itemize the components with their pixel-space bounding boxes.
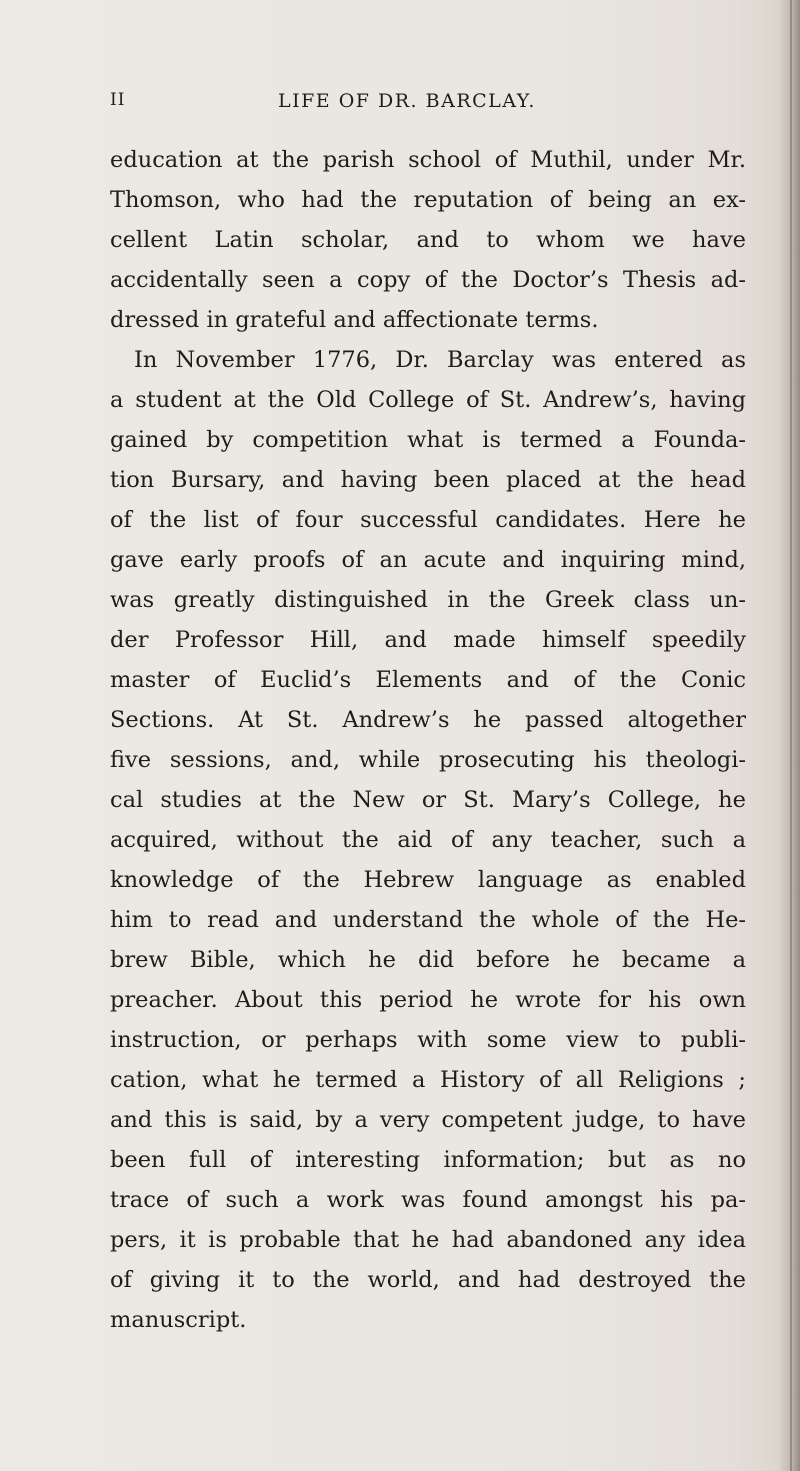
- text-line: cellent Latin scholar, and to whom we have: [110, 227, 746, 253]
- text-line: dressed in grateful and affectionate terms.: [110, 307, 599, 333]
- text-line: been full of interesting information; but as no: [110, 1147, 746, 1173]
- text-line: In November 1776, Dr. Barclay was entered as: [134, 347, 746, 373]
- text-line: of the list of four successful candidates. Here he: [110, 507, 746, 533]
- page-header: [110, 84, 710, 124]
- text-line: Thomson, who had the reputation of being an ex-: [110, 187, 746, 213]
- text-line: brew Bible, which he did before he became a: [110, 947, 746, 973]
- text-line: manuscript.: [110, 1307, 247, 1333]
- text-line: acquired, without the aid of any teacher, such a: [110, 827, 746, 853]
- running-head: LIFE OF DR. BARCLAY.: [278, 90, 536, 112]
- text-line: a student at the Old College of St. Andrew’s, having: [110, 387, 746, 413]
- text-line: trace of such a work was found amongst his pa-: [110, 1187, 746, 1213]
- text-line: was greatly distinguished in the Greek class un-: [110, 587, 746, 613]
- text-line: tion Bursary, and having been placed at the head: [110, 467, 746, 493]
- text-line: preacher. About this period he wrote for his own: [110, 987, 746, 1013]
- text-line: and this is said, by a very competent judge, to have: [110, 1107, 746, 1133]
- text-line: gave early proofs of an acute and inquiring mind,: [110, 547, 746, 573]
- text-line: him to read and understand the whole of the He-: [110, 907, 746, 933]
- text-line: of giving it to the world, and had destroyed the: [110, 1267, 746, 1293]
- text-line: pers, it is probable that he had abandoned any idea: [110, 1227, 746, 1253]
- text-line: cation, what he termed a History of all Religions ;: [110, 1067, 746, 1093]
- text-line: Sections. At St. Andrew’s he passed altogether: [110, 707, 746, 733]
- page-edge-line: [790, 0, 792, 1471]
- text-line: knowledge of the Hebrew language as enabled: [110, 867, 746, 893]
- text-line: der Professor Hill, and made himself speedily: [110, 627, 746, 653]
- text-line: master of Euclid’s Elements and of the Conic: [110, 667, 746, 693]
- text-line: education at the parish school of Muthil, under Mr.: [110, 147, 746, 173]
- page-edge-shadow: [778, 0, 800, 1471]
- text-line: cal studies at the New or St. Mary’s College, he: [110, 787, 746, 813]
- text-line: instruction, or perhaps with some view to publi-: [110, 1027, 746, 1053]
- text-line: accidentally seen a copy of the Doctor’s Thesis ad-: [110, 267, 746, 293]
- body-text: [110, 140, 746, 1340]
- text-line: gained by competition what is termed a Founda-: [110, 427, 746, 453]
- text-line: five sessions, and, while prosecuting his theologi-: [110, 747, 746, 773]
- page-number: II: [110, 90, 126, 110]
